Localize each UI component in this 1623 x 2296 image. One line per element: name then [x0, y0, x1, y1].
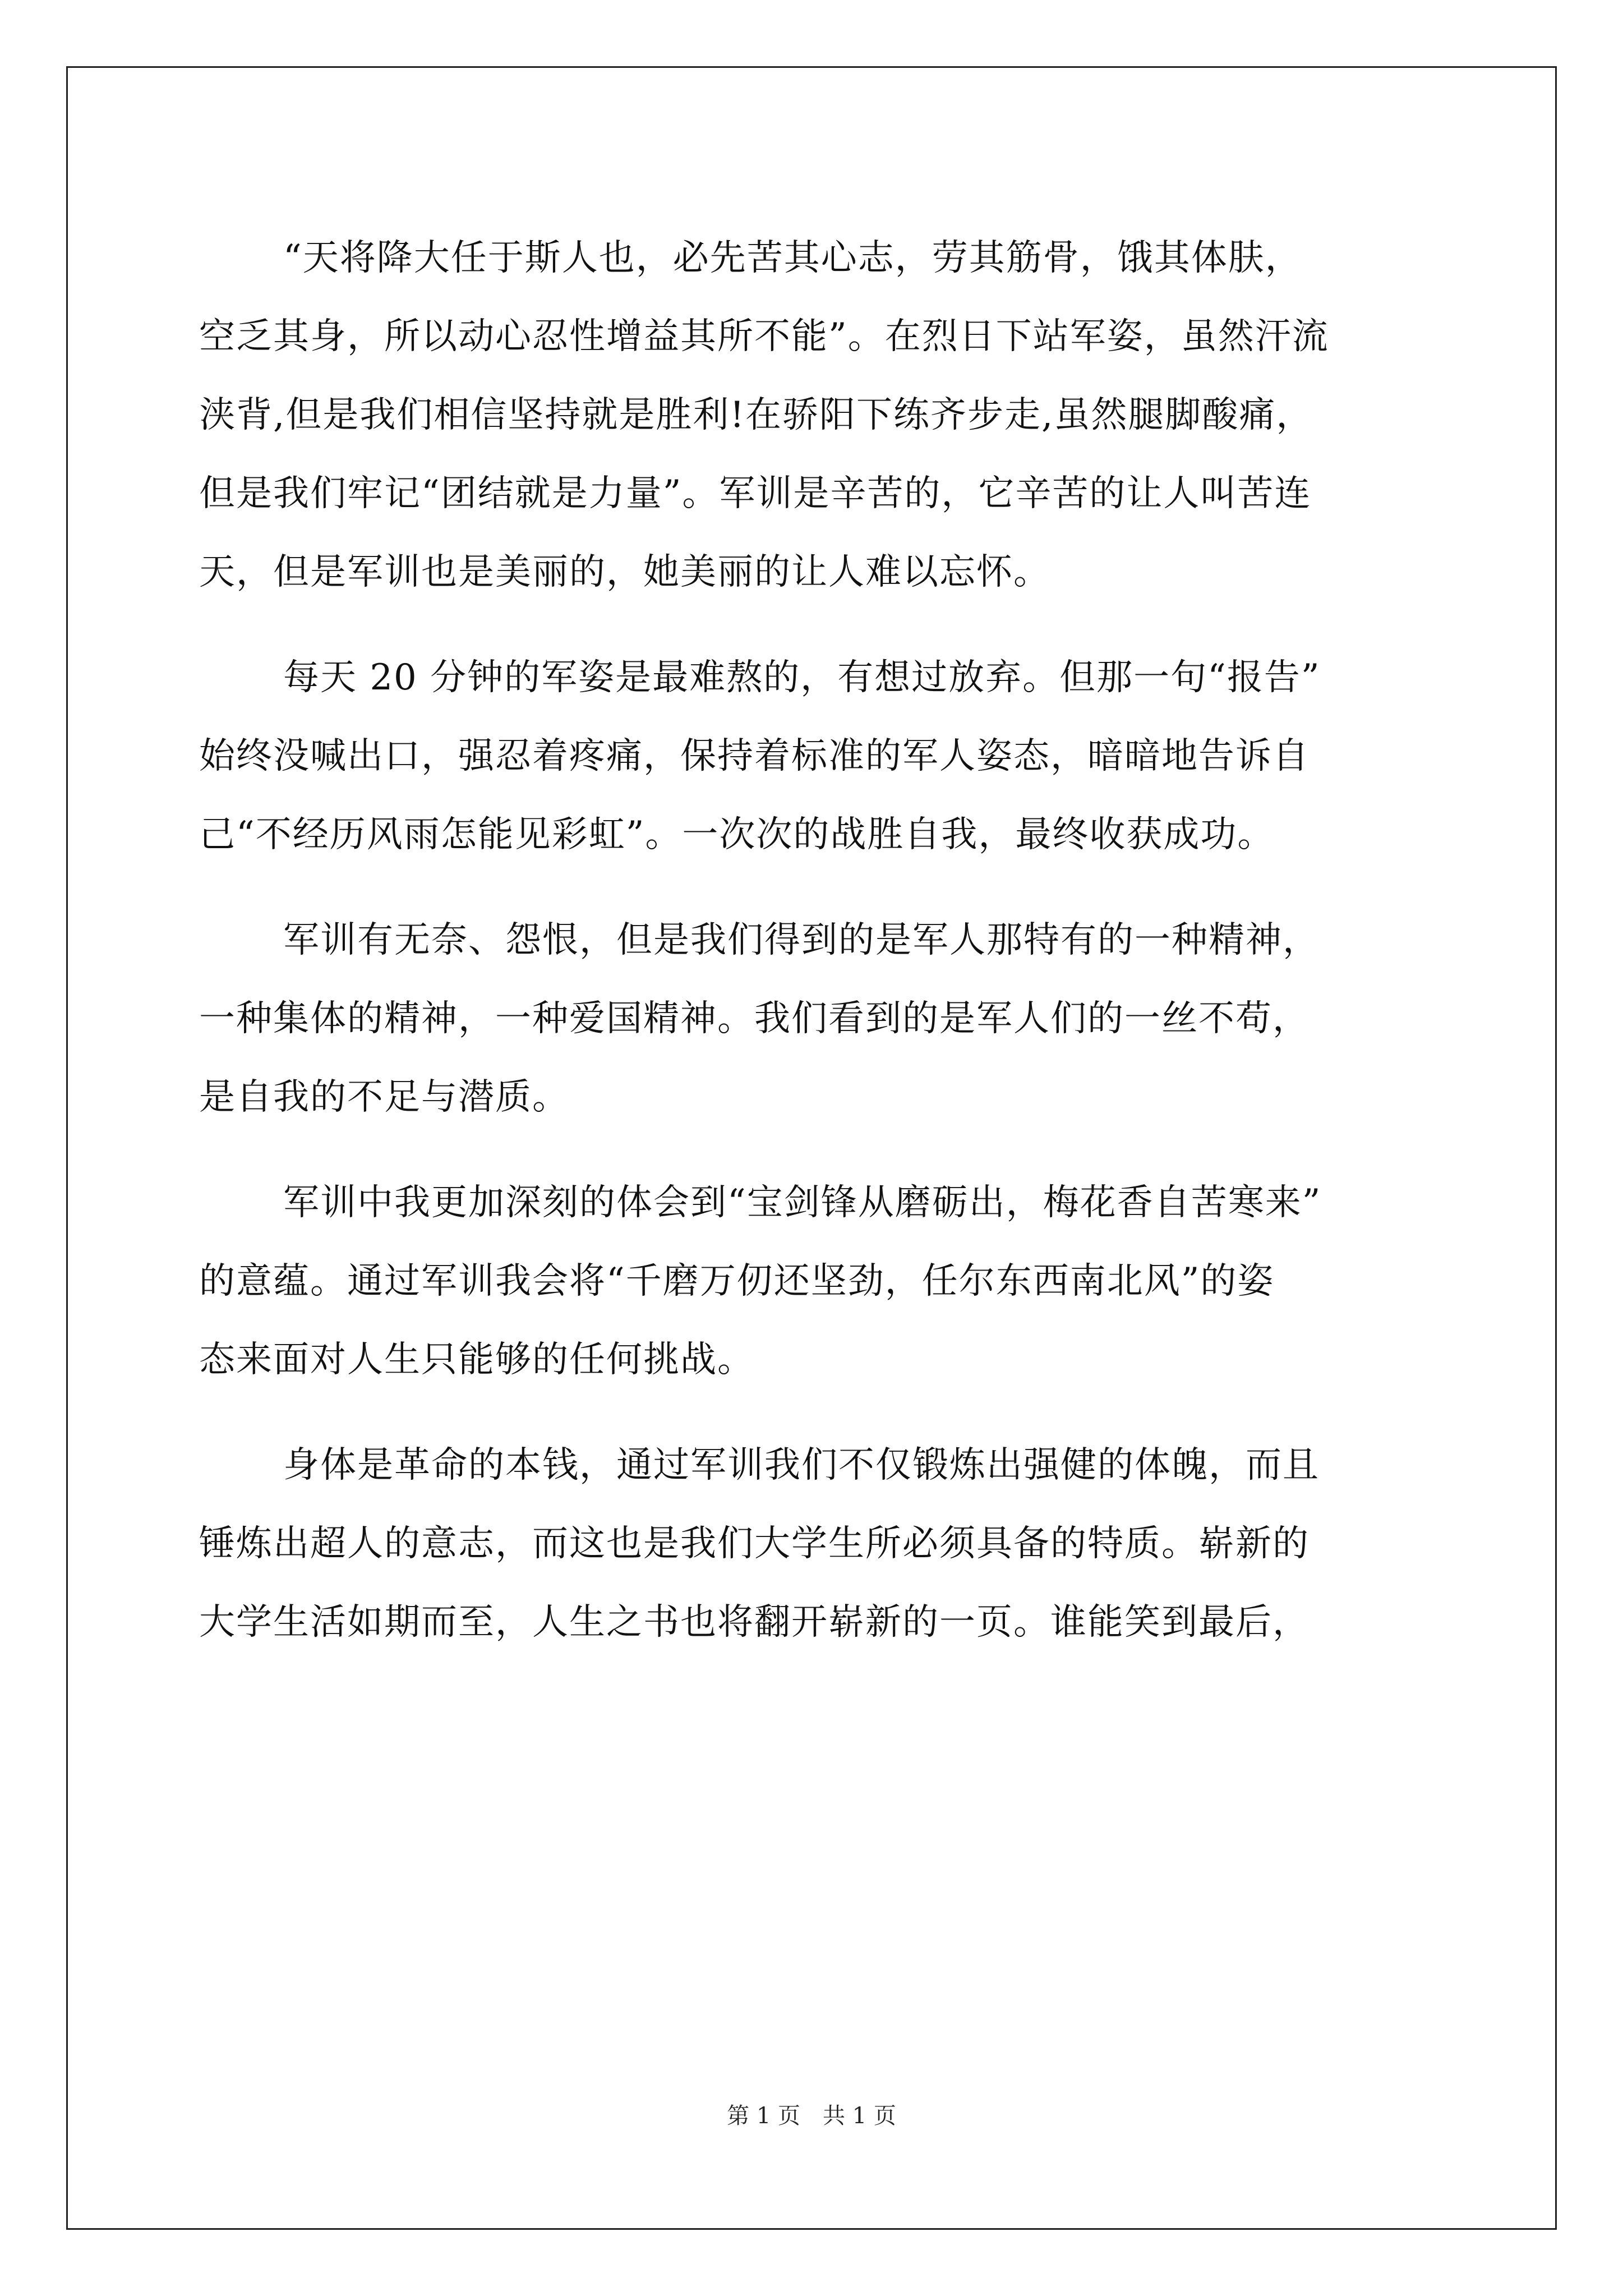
- paragraph-4-line-3: 态来面对人生只能够的任何挑战。: [199, 1339, 754, 1381]
- paragraph-5-line-1: 身体是革命的本钱，通过军训我们不仅锻炼出强健的体魄，而且: [283, 1444, 1320, 1486]
- paragraph-5-line-3: 大学生活如期而至，人生之书也将翻开崭新的一页。谁能笑到最后，: [199, 1602, 1310, 1643]
- paragraph-1-line-5: 天，但是军训也是美丽的，她美丽的让人难以忘怀。: [199, 551, 1050, 593]
- paragraph-2-line-1: 每天 20 分钟的军姿是最难熬的，有想过放弃。但那一句“报告”: [283, 657, 1321, 698]
- paragraph-1-line-4: 但是我们牢记“团结就是力量”。军训是辛苦的，它辛苦的让人叫苦连: [199, 473, 1312, 514]
- paragraph-2-line-3: 己“不经历风雨怎能见彩虹”。一次次的战胜自我，最终收获成功。: [199, 814, 1275, 855]
- document-body: [199, 219, 1427, 1662]
- paragraph-3-line-3: 是自我的不足与潜质。: [199, 1076, 569, 1118]
- paragraph-4-line-1: 军训中我更加深刻的体会到“宝剑锋从磨砺出，梅花香自苦寒来”: [283, 1182, 1322, 1223]
- paragraph-3-line-1: 军训有无奈、怨恨，但是我们得到的是军人那特有的一种精神，: [283, 919, 1320, 961]
- paragraph-2-line-2: 始终没喊出口，强忍着疼痛，保持着标准的军人姿态，暗暗地告诉自: [199, 735, 1310, 777]
- paragraph-3-line-2: 一种集体的精神，一种爱国精神。我们看到的是军人们的一丝不苟，: [199, 998, 1310, 1039]
- page-number-footer: 第 1 页 共 1 页: [727, 2103, 896, 2129]
- paragraph-1-line-1: “天将降大任于斯人也，必先苦其心志，劳其筋骨，饿其体肤，: [283, 237, 1302, 279]
- paragraph-1-line-3: 浃背,但是我们相信坚持就是胜利!在骄阳下练齐步走,虽然腿脚酸痛，: [199, 394, 1313, 436]
- paragraph-5-line-2: 锤炼出超人的意志，而这也是我们大学生所必须具备的特质。崭新的: [199, 1523, 1310, 1565]
- paragraph-4-line-2: 的意蕴。通过军训我会将“千磨万仞还坚劲，任尔东西南北风”的姿: [199, 1260, 1275, 1302]
- paragraph-1-line-2: 空乏其身，所以动心忍性增益其所不能”。在烈日下站军姿，虽然汗流: [199, 316, 1329, 357]
